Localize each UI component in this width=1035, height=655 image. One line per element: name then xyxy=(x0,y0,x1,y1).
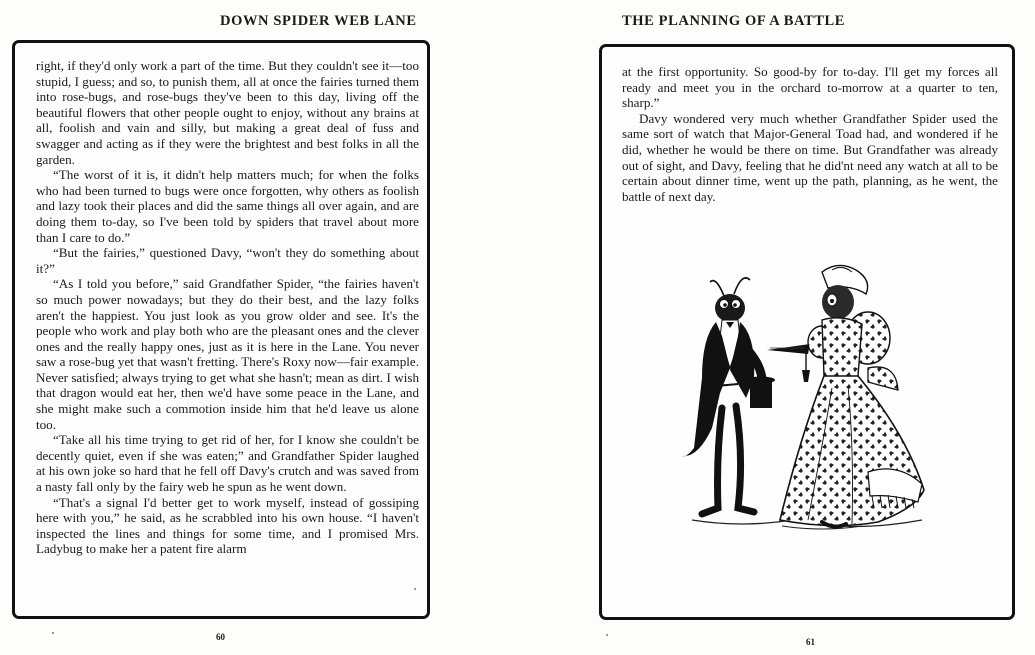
lady-insect-figure xyxy=(767,265,924,526)
right-page-number: 61 xyxy=(806,637,815,647)
left-page-frame xyxy=(12,40,430,619)
paragraph: right, if they'd only work a part of the time. But they couldn't see it—too stupid, I guess; and so, to punish them, all at once the fairies turned them into rose-bugs, and rose-bugs they've been to this day, living off the beautiful flowers that other people ought to enjoy, without any brains at all, foolish and vain and silly, but making a great deal of fuss and swagger and acting as if they were the brightest and best folks in all the garden. xyxy=(36,58,419,167)
left-page-number: 60 xyxy=(216,632,225,642)
paragraph: “Take all his time trying to get rid of her, for I know she couldn't be decently quiet, even if she was eaten;” and Grandfather Spider laughed at his own joke so hard that he fell off Davy's crutch and was saved from a nasty fall only by the fairy web he spun as he went down. xyxy=(36,432,419,495)
paragraph: Davy wondered very much whether Grandfather Spider used the same sort of watch that Major-General Toad had, and wondered if he did, whether he would be there on time. But Grandfather was already out of sight, and Davy, feeling that he did'nt need any watch at all to be certain about dinner time, went up the path, planning, as he went, the battle of next day. xyxy=(622,110,998,204)
print-speck xyxy=(606,634,608,636)
paragraph: “But the fairies,” questioned Davy, “won't they do something about it?” xyxy=(36,245,419,276)
gentleman-insect-figure xyxy=(682,278,775,514)
right-page-text xyxy=(622,64,998,204)
right-page-header: THE PLANNING OF A BATTLE xyxy=(622,13,846,29)
illustration-insect-couple xyxy=(672,258,942,548)
print-speck xyxy=(52,632,54,634)
print-speck xyxy=(414,588,416,590)
paragraph: “The worst of it is, it didn't help matters much; for when the folks who had been turned to bugs were once forgotten, why others as foolish and lazy took their places and did the same things all over again, and are doing them to-day, so I've been told by spiders that travel about more than I care to do.” xyxy=(36,167,419,245)
paragraph: “As I told you before,” said Grandfather Spider, “the fairies haven't so much power nowadays; but they do their best, and the lazy folks aren't the happiest. You just look as you grow older and see. It's the people who work and play both who are the pleasant ones and the clever ones and the really happy ones, just as it is here in the Lane. You never saw a rose-bug yet that wasn't fretting. There's Roxy now—fair example. Never satisfied; always trying to get what she hasn't; mean as dirt. I wish that dragon would eat her, then we'd have some peace in the Lane, and she might make such a commotion inside him that he'd leave us alone too. xyxy=(36,276,419,432)
paragraph: “That's a signal I'd better get to work myself, instead of gossiping here with you,” he said, as he scrabbled into his own house. “I haven't inspected the lines and things for some time, and I promised Mrs. Ladybug to make her a patent fire alarm xyxy=(36,494,419,557)
left-page-text xyxy=(36,58,419,557)
left-page-header: DOWN SPIDER WEB LANE xyxy=(220,13,417,29)
paragraph: at the first opportunity. So good-by for to-day. I'll get my forces all ready and meet you in the orchard to-morrow at a quarter to ten, sharp.” xyxy=(622,64,998,111)
